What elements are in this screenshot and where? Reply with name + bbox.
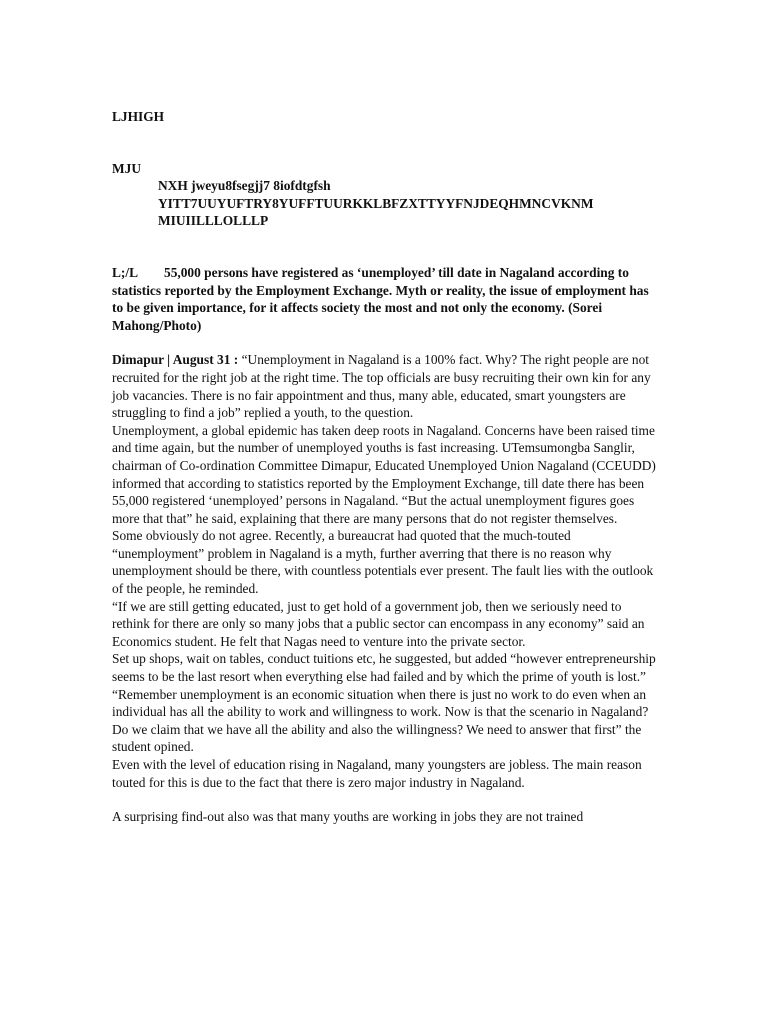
indent-line-3: MIUIILLLOLLLP: [158, 213, 269, 229]
paragraph-spacer: [112, 791, 657, 808]
document-page: [112, 108, 657, 826]
indent-line-1: NXH jweyu8fsegjj7 8iofdtgfsh: [158, 178, 331, 194]
article-paragraph-4: “If we are still getting educated, just to get hold of a government job, then we seriously need to rethink for there are only so many jobs that a public sector can encompass in any economy” said an Economics student. He felt that Nagas need to venture into the private sector.: [112, 598, 645, 649]
article-paragraph-5: Set up shops, wait on tables, conduct tuitions etc, he suggested, but added “however entrepreneurship seems to be the last resort when everything else had failed and by which the prime of youth is lost.”: [112, 651, 656, 685]
heading-mju: MJU: [112, 160, 142, 176]
article-paragraph-2: Unemployment, a global epidemic has taken deep roots in Nagaland. Concerns have been raised time and time again, but the number of unemployed youths is fast increasing. UTemsumongba Sanglir, chairman of Co-ordination Committee Dimapur, Educated Unemployed Union Nagaland (CCEUDD) informed that according to statistics reported by the Employment Exchange, till date there has been 55,000 registered ‘unemployed’ persons in Nagaland. “But the actual unemployment figures goes more that that” he said, explaining that there are many persons that do not register themselves.: [112, 422, 656, 526]
article-paragraph-3: Some obviously do not agree. Recently, a bureaucrat had quoted that the much-touted “unemployment” problem in Nagaland is a myth, further averring that there is no reason why unemployment should be there, with countless potentials ever present. The fault lies with the outlook of the people, he reminded.: [112, 528, 654, 597]
article-paragraph-1: [112, 351, 657, 421]
dateline: Dimapur | August 31 :: [112, 352, 239, 368]
article-paragraph-6: “Remember unemployment is an economic situation when there is just no work to do even when an individual has all the ability to work and willingness to work. Now is that the scenario in Nagaland? Do we claim that we have all the ability and also the willingness? We need to answer that first” the student opined.: [112, 686, 649, 755]
paragraph-1-text: “Unemployment in Nagaland is a 100% fact. Why? The right people are not recruited for the right job at the right time. The top officials are busy recruiting their own kin for any job vacancies. There is no fair appointment and thus, many able, educated, smart youngsters are struggling to find a job” replied a youth, to the question.: [112, 352, 651, 421]
article-paragraph-8: A surprising find-out also was that many youths are working in jobs they are not trained: [112, 809, 584, 825]
photo-caption: [112, 264, 657, 334]
heading-ljhigh: LJHIGH: [112, 109, 165, 124]
indented-block: [112, 177, 657, 230]
article-paragraph-7: Even with the level of education rising in Nagaland, many youngsters are jobless. The main reason touted for this is due to the fact that there is zero major industry in Nagaland.: [112, 757, 642, 790]
caption-lead: L;/L: [112, 264, 139, 280]
caption-text: 55,000 persons have registered as ‘unemployed’ till date in Nagaland according to statistics reported by the Employment Exchange. Myth or reality, the issue of employment has to be given importance, for it affects society the most and not only the economy. (Sorei Mahong/Photo): [112, 264, 649, 333]
indent-line-2: YITT7UUYUFTRY8YUFFTUURKKLBFZXTTYYFNJDEQHMNCVKNM: [158, 195, 594, 211]
